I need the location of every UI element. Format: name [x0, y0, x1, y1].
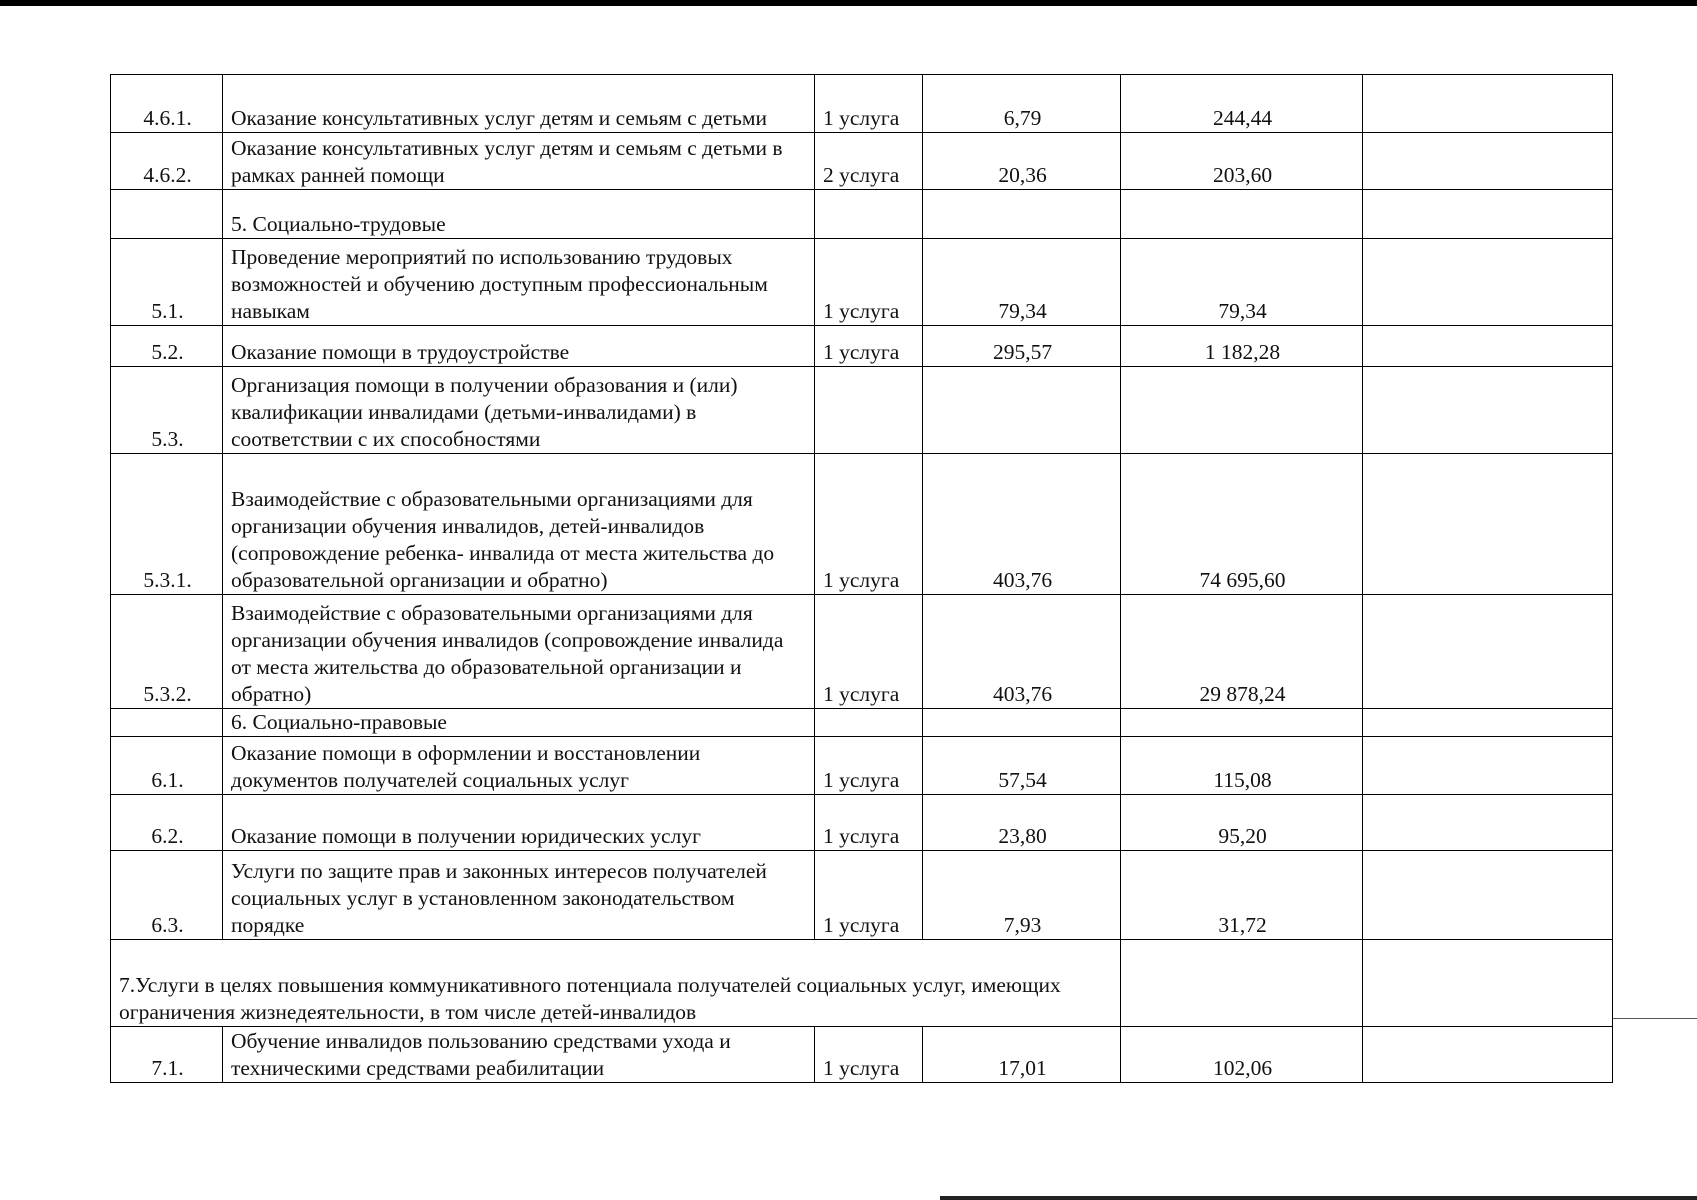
service-name: Обучение инвалидов пользованию средствами ухода и техническими средствами реабилитации — [223, 1027, 815, 1083]
total-cell: 1 182,28 — [1121, 326, 1363, 367]
total-cell: 244,44 — [1121, 75, 1363, 133]
row-number: 4.6.2. — [111, 133, 223, 190]
price-cell — [923, 190, 1121, 239]
row-number: 7.1. — [111, 1027, 223, 1083]
empty-cell — [1363, 75, 1613, 133]
empty-cell — [1363, 737, 1613, 795]
row-number: 5.1. — [111, 239, 223, 326]
total-cell: 79,34 — [1121, 239, 1363, 326]
price-cell: 403,76 — [923, 595, 1121, 709]
section-title: 7.Услуги в целях повышения коммуникативного потенциала получателей социальных услуг, имеющих ограничения жизнедеятельности, в том числе детей-инвалидов — [111, 940, 1121, 1027]
table-row — [111, 326, 1613, 367]
price-cell: 403,76 — [923, 454, 1121, 595]
section-title: 6. Социально-правовые — [223, 709, 815, 737]
row-number — [111, 190, 223, 239]
services-tariff-table — [110, 74, 1613, 1083]
price-cell: 17,01 — [923, 1027, 1121, 1083]
empty-cell — [1363, 851, 1613, 940]
row-number: 5.3.1. — [111, 454, 223, 595]
empty-cell — [1363, 940, 1613, 1027]
scan-bottom-edge — [940, 1196, 1697, 1200]
service-name: Взаимодействие с образовательными организациями для организации обучения инвалидов, детей-инвалидов (сопровождение ребенка- инвалида от места жительства до образовательной организации и обратно) — [223, 454, 815, 595]
table-row — [111, 795, 1613, 851]
total-cell — [1121, 367, 1363, 454]
scan-margin-line — [1612, 1018, 1697, 1019]
empty-cell — [1363, 190, 1613, 239]
unit-cell: 1 услуга — [815, 75, 923, 133]
section-row — [111, 709, 1613, 737]
table-row — [111, 595, 1613, 709]
empty-cell — [1363, 709, 1613, 737]
unit-cell: 1 услуга — [815, 795, 923, 851]
service-name: Проведение мероприятий по использованию трудовых возможностей и обучению доступным профессиональным навыкам — [223, 239, 815, 326]
unit-cell: 1 услуга — [815, 326, 923, 367]
service-name: Услуги по защите прав и законных интересов получателей социальных услуг в установленном законодательством порядке — [223, 851, 815, 940]
service-name: Взаимодействие с образовательными организациями для организации обучения инвалидов (сопровождение инвалида от места жительства до образовательной организации и обратно) — [223, 595, 815, 709]
table-row — [111, 737, 1613, 795]
row-number: 5.3.2. — [111, 595, 223, 709]
empty-cell — [1363, 133, 1613, 190]
row-number: 6.2. — [111, 795, 223, 851]
table-row — [111, 367, 1613, 454]
row-number: 5.2. — [111, 326, 223, 367]
total-cell — [1121, 940, 1363, 1027]
unit-cell: 1 услуга — [815, 239, 923, 326]
table-row — [111, 75, 1613, 133]
row-number — [111, 709, 223, 737]
empty-cell — [1363, 1027, 1613, 1083]
empty-cell — [1363, 367, 1613, 454]
empty-cell — [1363, 595, 1613, 709]
row-number: 6.3. — [111, 851, 223, 940]
table-row — [111, 851, 1613, 940]
total-cell: 203,60 — [1121, 133, 1363, 190]
unit-cell — [815, 709, 923, 737]
service-name: Оказание помощи в получении юридических услуг — [223, 795, 815, 851]
unit-cell: 1 услуга — [815, 595, 923, 709]
unit-cell: 1 услуга — [815, 851, 923, 940]
row-number: 4.6.1. — [111, 75, 223, 133]
table-body — [111, 75, 1613, 1083]
unit-cell: 2 услуга — [815, 133, 923, 190]
section-row — [111, 940, 1613, 1027]
service-name: Организация помощи в получении образования и (или) квалификации инвалидами (детьми-инвалидами) в соответствии с их способностями — [223, 367, 815, 454]
price-cell — [923, 709, 1121, 737]
section-row — [111, 190, 1613, 239]
price-cell — [923, 367, 1121, 454]
price-cell: 23,80 — [923, 795, 1121, 851]
price-cell: 20,36 — [923, 133, 1121, 190]
unit-cell: 1 услуга — [815, 1027, 923, 1083]
table-row — [111, 239, 1613, 326]
price-cell: 79,34 — [923, 239, 1121, 326]
price-cell: 57,54 — [923, 737, 1121, 795]
service-name: Оказание консультативных услуг детям и семьям с детьми в рамках ранней помощи — [223, 133, 815, 190]
total-cell — [1121, 709, 1363, 737]
price-cell: 295,57 — [923, 326, 1121, 367]
section-title: 5. Социально-трудовые — [223, 190, 815, 239]
empty-cell — [1363, 795, 1613, 851]
row-number: 6.1. — [111, 737, 223, 795]
table-row — [111, 1027, 1613, 1083]
price-cell: 7,93 — [923, 851, 1121, 940]
service-name: Оказание консультативных услуг детям и семьям с детьми — [223, 75, 815, 133]
row-number: 5.3. — [111, 367, 223, 454]
total-cell: 31,72 — [1121, 851, 1363, 940]
unit-cell — [815, 367, 923, 454]
total-cell: 29 878,24 — [1121, 595, 1363, 709]
scan-top-edge — [0, 0, 1697, 6]
total-cell — [1121, 190, 1363, 239]
total-cell: 102,06 — [1121, 1027, 1363, 1083]
table-row — [111, 133, 1613, 190]
total-cell: 74 695,60 — [1121, 454, 1363, 595]
table-row — [111, 454, 1613, 595]
empty-cell — [1363, 239, 1613, 326]
unit-cell: 1 услуга — [815, 454, 923, 595]
price-cell: 6,79 — [923, 75, 1121, 133]
total-cell: 115,08 — [1121, 737, 1363, 795]
empty-cell — [1363, 326, 1613, 367]
service-name: Оказание помощи в оформлении и восстановлении документов получателей социальных услуг — [223, 737, 815, 795]
unit-cell: 1 услуга — [815, 737, 923, 795]
service-name: Оказание помощи в трудоустройстве — [223, 326, 815, 367]
total-cell: 95,20 — [1121, 795, 1363, 851]
unit-cell — [815, 190, 923, 239]
empty-cell — [1363, 454, 1613, 595]
